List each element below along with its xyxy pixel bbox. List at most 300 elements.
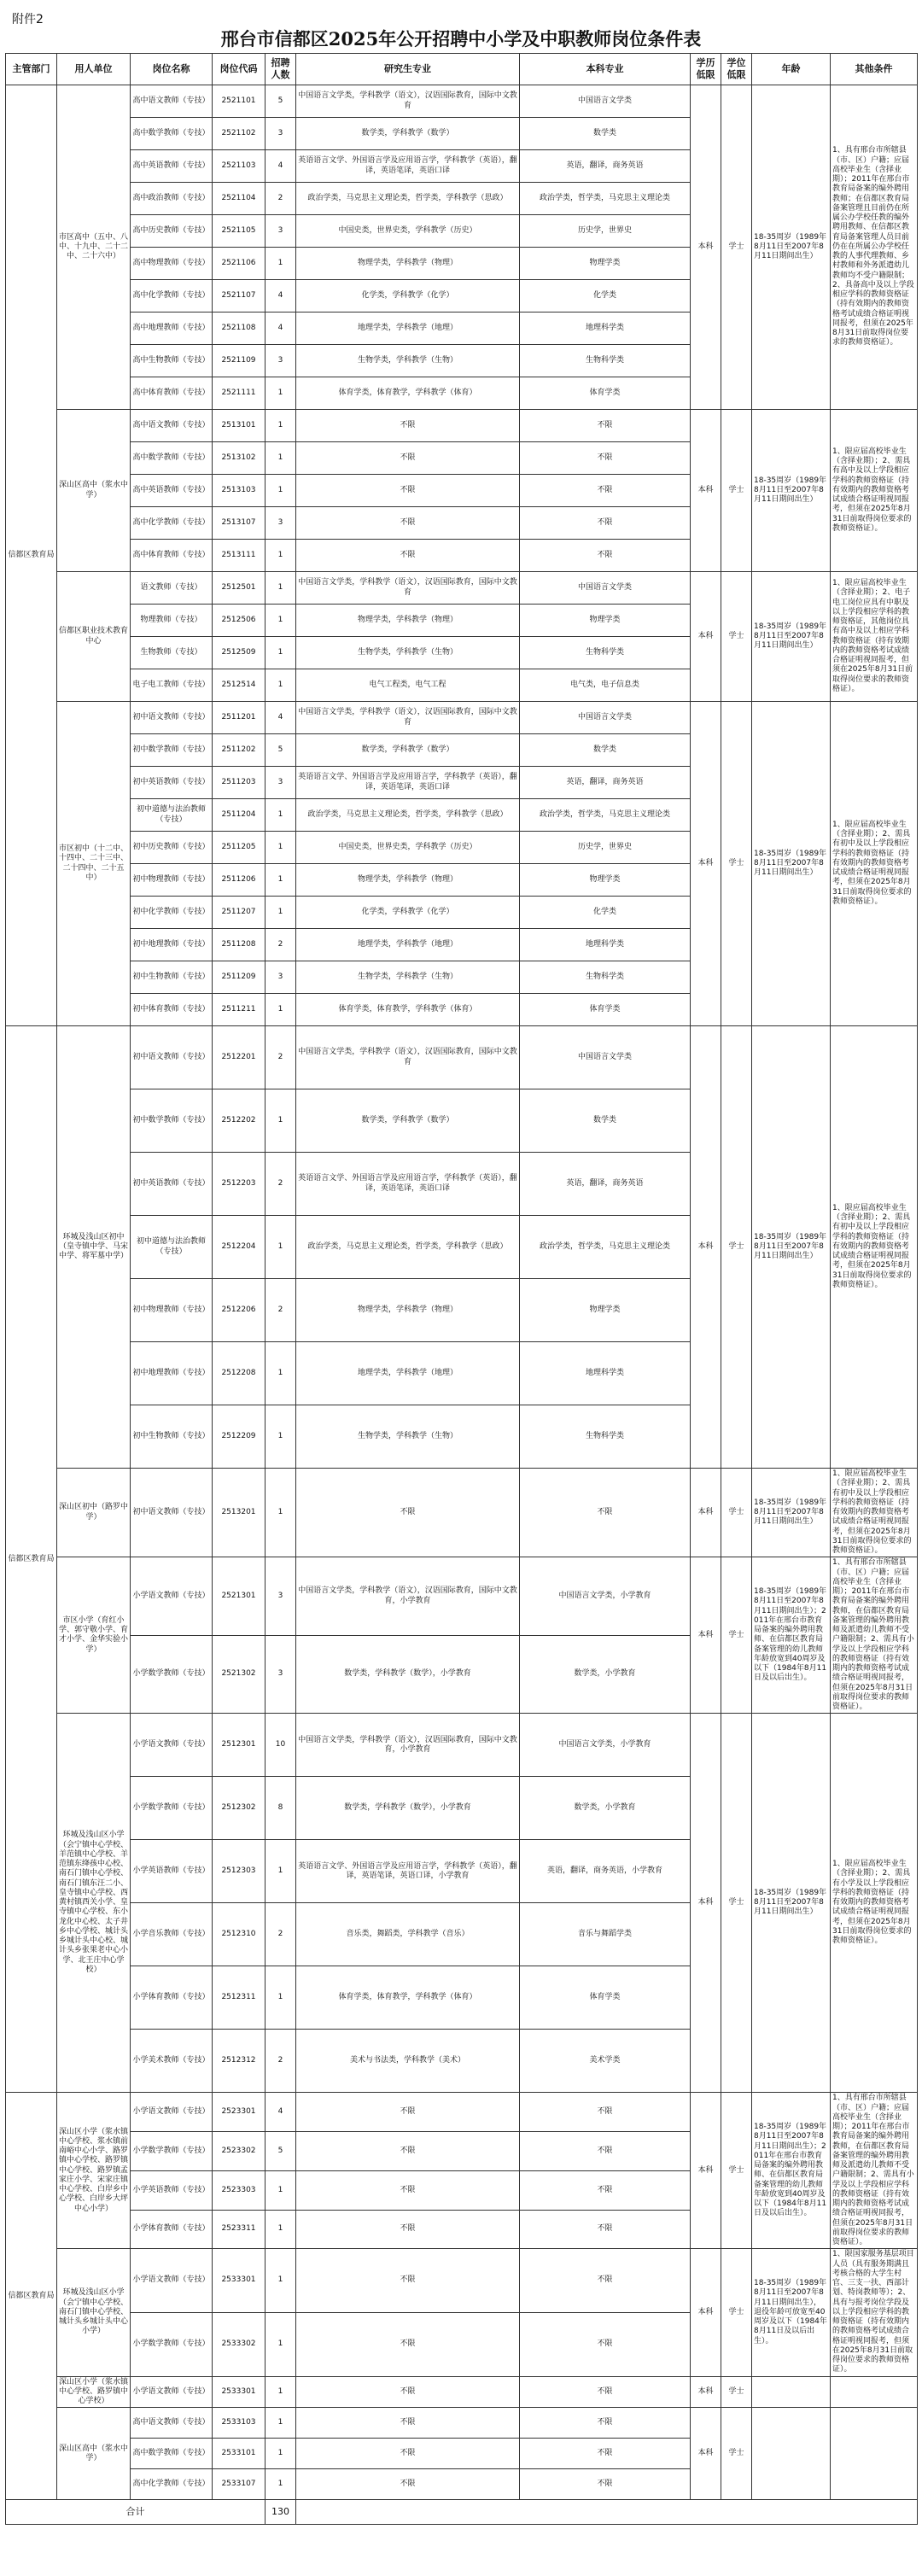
grad-major-cell: 不限 [296,442,520,475]
other-cond-cell: 1、限应届高校毕业生（含择业期）；2、需具有初中及以上学段相应学科的教师资格证（持有效期内的教师资格考试成绩合格证明视同报考，但须在2025年8月31日前取得岗位要求的教师资格证）。 [831,1469,918,1557]
bachelor-major-cell: 不限 [520,2408,691,2439]
bachelor-major-cell: 政治学类，哲学类，马克思主义理论类 [520,1216,691,1279]
degree-cell: 学士 [721,1557,752,1714]
bachelor-major-cell: 英语，翻译，商务英语 [520,1153,691,1216]
hire-count-cell: 1 [266,2249,296,2313]
job-code-cell: 2523301 [213,2093,266,2132]
job-code-cell: 2521101 [213,85,266,118]
job-code-cell: 2513111 [213,540,266,572]
bachelor-major-cell: 中国语言文学类 [520,572,691,605]
age-cell: 18-35周岁（1989年8月11日至2007年8月11日期间出生） [752,1026,831,1469]
dept-cell: 信都区教育局 [6,1026,57,2093]
job-name-cell: 初中数学教师（专技） [131,734,213,767]
hire-count-cell: 1 [266,2170,296,2210]
grad-major-cell: 物理学类，学科教学（物理） [296,864,520,897]
table-row [6,1469,918,1557]
grad-major-cell: 数学类，学科教学（数学），小学教育 [296,1777,520,1840]
unit-cell: 深山区小学（浆水镇中心学校、路罗镇中心学校） [57,2376,131,2408]
bachelor-major-cell: 电气类，电子信息类 [520,669,691,702]
table-row [6,572,918,605]
other-cond-cell: 1、限应届高校毕业生（含择业期）；2、需具有初中及以上学段相应学科的教师资格证（持有效期内的教师资格考试成绩合格证明视同报考，但须在2025年8月31日前取得岗位要求的教师资格证）。 [831,702,918,1026]
job-name-cell: 初中英语教师（专技） [131,1153,213,1216]
hire-count-cell: 1 [266,442,296,475]
job-code-cell: 2533101 [213,2439,266,2469]
unit-cell: 深山区高中（浆水中学） [57,410,131,572]
job-code-cell: 2513102 [213,442,266,475]
grad-major-cell: 物理学类，学科教学（物理） [296,248,520,280]
degree-cell: 学士 [721,85,752,410]
grad-major-cell: 中国语言文学类，学科教学（语文），汉语国际教育，国际中文教育 [296,702,520,734]
hire-count-cell: 1 [266,1405,296,1469]
grad-major-cell: 政治学类，马克思主义理论类，哲学类，学科教学（思政） [296,183,520,215]
hire-count-cell: 1 [266,605,296,637]
grad-major-cell: 物理学类，学科教学（物理） [296,605,520,637]
age-cell [752,2376,831,2408]
grad-major-cell: 体育学类，体育教学，学科教学（体育） [296,1966,520,2030]
job-code-cell: 2511202 [213,734,266,767]
hire-count-cell: 1 [266,2439,296,2469]
job-code-cell: 2512204 [213,1216,266,1279]
job-code-cell: 2511204 [213,799,266,832]
bachelor-major-cell: 地理科学类 [520,929,691,961]
table-row [6,2249,918,2313]
job-code-cell: 2521108 [213,313,266,345]
table-row [6,410,918,442]
job-code-cell: 2512203 [213,1153,266,1216]
bachelor-major-cell: 不限 [520,540,691,572]
grad-major-cell: 中国语言文学类，学科教学（语文），汉语国际教育，国际中文教育，小学教育 [296,1557,520,1636]
bachelor-major-cell: 不限 [520,2093,691,2132]
grad-major-cell: 英语语言文学、外国语言学及应用语言学，学科教学（英语），翻译，英语笔译，英语口译，小学教育 [296,1840,520,1903]
job-code-cell: 2521103 [213,150,266,183]
hire-count-cell: 4 [266,702,296,734]
job-code-cell: 2521104 [213,183,266,215]
job-name-cell: 初中英语教师（专技） [131,767,213,799]
hire-count-cell: 2 [266,929,296,961]
job-code-cell: 2512209 [213,1405,266,1469]
table-header-row [6,54,918,85]
job-name-cell: 高中英语教师（专技） [131,475,213,507]
col-header: 学历低限 [691,54,721,85]
bachelor-major-cell: 数学类 [520,1089,691,1153]
bachelor-major-cell: 数学类，小学教育 [520,1777,691,1840]
bachelor-major-cell: 不限 [520,2312,691,2376]
bachelor-major-cell: 体育学类 [520,1966,691,2030]
bachelor-major-cell: 物理学类 [520,864,691,897]
grad-major-cell: 不限 [296,2210,520,2249]
annex-label: 附件2 [12,13,44,26]
edu-cell: 本科 [691,2093,721,2249]
bachelor-major-cell: 物理学类 [520,1279,691,1342]
edu-cell: 本科 [691,2249,721,2376]
grad-major-cell: 不限 [296,507,520,540]
unit-cell: 深山区高中（浆水中学） [57,2408,131,2500]
grad-major-cell: 化学类，学科教学（化学） [296,280,520,313]
hire-count-cell: 4 [266,150,296,183]
job-code-cell: 2512202 [213,1089,266,1153]
bachelor-major-cell: 政治学类，哲学类，马克思主义理论类 [520,183,691,215]
age-cell: 18-35周岁（1989年8月11日至2007年8月11日期间出生） [752,410,831,572]
grad-major-cell: 不限 [296,2439,520,2469]
grad-major-cell: 生物学类，学科教学（生物） [296,1405,520,1469]
col-header: 学位低限 [721,54,752,85]
hire-count-cell: 1 [266,1216,296,1279]
col-header: 岗位名称 [131,54,213,85]
hire-count-cell: 1 [266,994,296,1026]
grad-major-cell: 政治学类，马克思主义理论类，哲学类，学科教学（思政） [296,1216,520,1279]
hire-count-cell: 5 [266,734,296,767]
grad-major-cell: 不限 [296,475,520,507]
hire-count-cell: 1 [266,475,296,507]
edu-cell: 本科 [691,410,721,572]
edu-cell: 本科 [691,1469,721,1557]
job-code-cell: 2512303 [213,1840,266,1903]
grad-major-cell: 中国语言文学类，学科教学（语文），汉语国际教育，国际中文教育，小学教育 [296,1714,520,1777]
age-cell: 18-35周岁（1989年8月11日至2007年8月11日期间出生） [752,1469,831,1557]
hire-count-cell: 2 [266,2030,296,2093]
dept-cell: 信都区教育局 [6,85,57,1026]
job-name-cell: 小学美术教师（专技） [131,2030,213,2093]
col-header: 主管部门 [6,54,57,85]
bachelor-major-cell: 不限 [520,442,691,475]
job-code-cell: 2513101 [213,410,266,442]
bachelor-major-cell: 不限 [520,2439,691,2469]
grad-major-cell: 生物学类，学科教学（生物） [296,637,520,669]
grad-major-cell: 数学类，学科教学（数学） [296,1089,520,1153]
bachelor-major-cell: 中国语言文学类 [520,702,691,734]
job-code-cell: 2533302 [213,2312,266,2376]
hire-count-cell: 1 [266,1342,296,1405]
bachelor-major-cell: 不限 [520,2170,691,2210]
job-code-cell: 2511208 [213,929,266,961]
grad-major-cell: 中国语言文学类，学科教学（语文），汉语国际教育，国际中文教育 [296,85,520,118]
grad-major-cell: 英语语言文学、外国语言学及应用语言学，学科教学（英语），翻译，英语笔译，英语口译 [296,1153,520,1216]
grad-major-cell: 不限 [296,2132,520,2171]
grad-major-cell: 生物学类，学科教学（生物） [296,345,520,377]
total-label: 合计 [6,2500,266,2525]
total-row [6,2500,918,2525]
grad-major-cell: 中国史类，世界史类，学科教学（历史） [296,215,520,248]
job-name-cell: 高中语文教师（专技） [131,410,213,442]
grad-major-cell: 不限 [296,410,520,442]
job-name-cell: 初中地理教师（专技） [131,1342,213,1405]
unit-cell: 市区小学（育红小学、郭守敬小学、育才小学、金华实验小学） [57,1557,131,1714]
job-code-cell: 2513107 [213,507,266,540]
job-code-cell: 2511206 [213,864,266,897]
job-name-cell: 小学英语教师（专技） [131,1840,213,1903]
grad-major-cell: 数学类，学科教学（数学） [296,118,520,150]
hire-count-cell: 1 [266,2469,296,2500]
bachelor-major-cell: 不限 [520,1469,691,1557]
hire-count-cell: 2 [266,1153,296,1216]
job-code-cell: 2521105 [213,215,266,248]
hire-count-cell: 10 [266,1714,296,1777]
bachelor-major-cell: 体育学类 [520,994,691,1026]
hire-count-cell: 1 [266,1469,296,1557]
bachelor-major-cell: 不限 [520,475,691,507]
job-code-cell: 2511211 [213,994,266,1026]
job-name-cell: 初中道德与法治教师（专技） [131,799,213,832]
degree-cell: 学士 [721,410,752,572]
job-table [5,53,918,2525]
job-code-cell: 2513201 [213,1469,266,1557]
job-code-cell: 2512312 [213,2030,266,2093]
col-header: 年龄 [752,54,831,85]
job-code-cell: 2511203 [213,767,266,799]
grad-major-cell: 不限 [296,2312,520,2376]
other-cond-cell [831,2408,918,2500]
col-header: 研究生专业 [296,54,520,85]
job-name-cell: 高中地理教师（专技） [131,313,213,345]
hire-count-cell: 3 [266,767,296,799]
hire-count-cell: 3 [266,215,296,248]
grad-major-cell: 音乐类，舞蹈类，学科教学（音乐） [296,1903,520,1966]
hire-count-cell: 4 [266,280,296,313]
hire-count-cell: 1 [266,897,296,929]
job-name-cell: 高中生物教师（专技） [131,345,213,377]
unit-cell: 环城及浅山区小学（会宁镇中心学校、南石门镇中心学校、城计头乡城计头中心小学） [57,2249,131,2376]
bachelor-major-cell: 历史学，世界史 [520,832,691,864]
job-name-cell: 初中物理教师（专技） [131,1279,213,1342]
unit-cell: 市区初中（十二中、十四中、二十三中、二十四中、二十五中） [57,702,131,1026]
bachelor-major-cell: 美术学类 [520,2030,691,2093]
job-name-cell: 小学体育教师（专技） [131,2210,213,2249]
degree-cell: 学士 [721,572,752,702]
bachelor-major-cell: 生物科学类 [520,637,691,669]
job-name-cell: 电子电工教师（专技） [131,669,213,702]
job-name-cell: 高中数学教师（专技） [131,442,213,475]
job-name-cell: 高中语文教师（专技） [131,2408,213,2439]
hire-count-cell: 2 [266,1279,296,1342]
hire-count-cell: 3 [266,345,296,377]
hire-count-cell: 1 [266,2210,296,2249]
total-value: 130 [266,2500,296,2525]
job-code-cell: 2513103 [213,475,266,507]
col-header: 岗位代码 [213,54,266,85]
job-code-cell: 2523302 [213,2132,266,2171]
edu-cell: 本科 [691,1026,721,1469]
unit-cell: 市区高中（五中、八中、十九中、二十二中、二十六中） [57,85,131,410]
hire-count-cell: 3 [266,507,296,540]
job-name-cell: 小学语文教师（专技） [131,2093,213,2132]
job-name-cell: 小学数学教师（专技） [131,1635,213,1714]
bachelor-major-cell: 中国语言文学类，小学教育 [520,1557,691,1636]
job-code-cell: 2521102 [213,118,266,150]
job-code-cell: 2512509 [213,637,266,669]
grad-major-cell: 不限 [296,2170,520,2210]
bachelor-major-cell: 数学类 [520,118,691,150]
grad-major-cell: 地理学类，学科教学（地理） [296,1342,520,1405]
other-cond-cell: 1、限国家服务基层项目人员（具有服务期满且考核合格的大学生村官、三支一扶、西部计划、特岗教师等）；2、具有与报考岗位学段及以上学段相应学科的教师资格证（持有效期内的教师资格考试成绩合格证明视同报考，但须在2025年8月31日前取得岗位要求的教师资格证）。 [831,2249,918,2376]
job-name-cell: 初中物理教师（专技） [131,864,213,897]
grad-major-cell: 化学类，学科教学（化学） [296,897,520,929]
other-cond-cell: 1、具有邢台市所辖县（市、区）户籍；应届高校毕业生（含择业期）；2011年在邢台市教育局备案的编外聘用教师；在信都区教育局备案管理且目前仍在所属公办学校任教的编外聘用教师、在信都区教育局备案管理人员目前仍在在所属公办学校任教的人事代理教师、乡村教师和外务派遣幼儿教师均不受户籍限制；2、具备高中及以上学段相应学科的教师资格证（持有效期内的教师资格考试成绩合格证明视同报考，但须在2025年8月31日前取得岗位要求的教师资格证）。 [831,85,918,410]
edu-cell: 本科 [691,702,721,1026]
job-code-cell: 2512201 [213,1026,266,1089]
hire-count-cell: 1 [266,1089,296,1153]
degree-cell: 学士 [721,1714,752,2093]
other-cond-cell: 1、限应届高校毕业生（含择业期）；2、需具有高中及以上学段相应学科的教师资格证（持有效期内的教师资格考试成绩合格证明视同报考，但须在2025年8月31日前取得岗位要求的教师资格证）。 [831,410,918,572]
age-cell: 18-35周岁（1989年8月11日至2007年8月11日期间出生）；2011年在邢台市教育局备案的编外聘用教师、在信都区教育局备案管理的幼儿教师年龄放宽到40周岁及以下（1984年8月11日及以后出生）。 [752,1557,831,1714]
job-name-cell: 小学数学教师（专技） [131,2132,213,2171]
age-cell: 18-35周岁（1989年8月11日至2007年8月11日期间出生）；2011年在邢台市教育局备案的编外聘用教师、在信都区教育局备案管理的幼儿教师年龄放宽到40周岁及以下（1984年8月11日及以后出生）。 [752,2093,831,2249]
job-code-cell: 2521106 [213,248,266,280]
grad-major-cell: 中国史类，世界史类，学科教学（历史） [296,832,520,864]
grad-major-cell: 中国语言文学类，学科教学（语文），汉语国际教育，国际中文教育 [296,1026,520,1089]
job-name-cell: 高中政治教师（专技） [131,183,213,215]
job-name-cell: 初中地理教师（专技） [131,929,213,961]
hire-count-cell: 1 [266,832,296,864]
hire-count-cell: 1 [266,248,296,280]
table-body [6,85,918,2525]
job-code-cell: 2533301 [213,2249,266,2313]
hire-count-cell: 5 [266,2132,296,2171]
hire-count-cell: 1 [266,669,296,702]
age-cell: 18-35周岁（1989年8月11日至2007年8月11日期间出生） [752,572,831,702]
bachelor-major-cell: 地理科学类 [520,1342,691,1405]
job-name-cell: 初中道德与法治教师（专技） [131,1216,213,1279]
hire-count-cell: 1 [266,540,296,572]
bachelor-major-cell: 不限 [520,2132,691,2171]
job-name-cell: 小学数学教师（专技） [131,2312,213,2376]
bachelor-major-cell: 生物科学类 [520,1405,691,1469]
grad-major-cell: 数学类，学科教学（数学） [296,734,520,767]
bachelor-major-cell: 化学类 [520,897,691,929]
grad-major-cell: 英语语言文学、外国语言学及应用语言学，学科教学（英语），翻译，英语笔译，英语口译 [296,767,520,799]
edu-cell: 本科 [691,1557,721,1714]
job-name-cell: 高中化学教师（专技） [131,280,213,313]
job-code-cell: 2511207 [213,897,266,929]
hire-count-cell: 2 [266,1903,296,1966]
hire-count-cell: 1 [266,2408,296,2439]
bachelor-major-cell: 不限 [520,507,691,540]
other-cond-cell: 1、限应届高校毕业生（含择业期）；2、电子电工岗位应具有中职及以上学段相应学科的教师资格证，其他岗位具有高中及以上相应学科教师资格证（持有效期内的教师资格考试成绩合格证明视同报考，但须在2025年8月31日前取得岗位要求的教师资格证）。 [831,572,918,702]
hire-count-cell: 1 [266,2376,296,2408]
job-code-cell: 2512206 [213,1279,266,1342]
hire-count-cell: 1 [266,1966,296,2030]
job-name-cell: 小学音乐教师（专技） [131,1903,213,1966]
job-name-cell: 小学体育教师（专技） [131,1966,213,2030]
job-name-cell: 高中体育教师（专技） [131,540,213,572]
job-code-cell: 2521301 [213,1557,266,1636]
hire-count-cell: 1 [266,572,296,605]
grad-major-cell: 中国语言文学类，学科教学（语文），汉语国际教育，国际中文教育 [296,572,520,605]
age-cell: 18-35周岁（1989年8月11日至2007年8月11日期间出生） [752,702,831,1026]
table-row [6,85,918,118]
job-name-cell: 小学语文教师（专技） [131,1557,213,1636]
job-name-cell: 高中英语教师（专技） [131,150,213,183]
edu-cell: 本科 [691,1714,721,2093]
bachelor-major-cell: 地理科学类 [520,313,691,345]
bachelor-major-cell: 数学类 [520,734,691,767]
job-name-cell: 初中数学教师（专技） [131,1089,213,1153]
age-cell: 18-35周岁（1989年8月11日至2007年8月11日期间出生） [752,85,831,410]
job-name-cell: 初中生物教师（专技） [131,1405,213,1469]
job-name-cell: 初中语文教师（专技） [131,1469,213,1557]
hire-count-cell: 1 [266,637,296,669]
bachelor-major-cell: 英语，翻译，商务英语 [520,150,691,183]
col-header: 其他条件 [831,54,918,85]
bachelor-major-cell: 生物科学类 [520,345,691,377]
job-name-cell: 高中化学教师（专技） [131,2469,213,2500]
hire-count-cell: 1 [266,410,296,442]
unit-cell: 深山区初中（路罗中学） [57,1469,131,1557]
unit-cell: 信都区职业技术教育中心 [57,572,131,702]
col-header: 招聘人数 [266,54,296,85]
age-cell: 18-35周岁（1989年8月11日至2007年8月11日期间出生），退役年龄可放宽至40周岁及以下（1984年8月11日及以后出生）。 [752,2249,831,2376]
bachelor-major-cell: 不限 [520,2376,691,2408]
grad-major-cell: 不限 [296,2408,520,2439]
job-name-cell: 初中语文教师（专技） [131,1026,213,1089]
age-cell [752,2408,831,2500]
job-code-cell: 2512501 [213,572,266,605]
other-cond-cell: 1、限应届高校毕业生（含择业期）；2、需具有初中及以上学段相应学科的教师资格证（持有效期内的教师资格考试成绩合格证明视同报考，但须在2025年8月31日前取得岗位要求的教师资格证）。 [831,1026,918,1469]
job-name-cell: 初中化学教师（专技） [131,897,213,929]
grad-major-cell: 不限 [296,1469,520,1557]
grad-major-cell: 美术与书法类，学科教学（美术） [296,2030,520,2093]
job-code-cell: 2533107 [213,2469,266,2500]
bachelor-major-cell: 音乐与舞蹈学类 [520,1903,691,1966]
grad-major-cell: 政治学类，马克思主义理论类，哲学类，学科教学（思政） [296,799,520,832]
job-code-cell: 2511209 [213,961,266,994]
dept-cell: 信都区教育局 [6,2093,57,2500]
job-code-cell: 2521107 [213,280,266,313]
job-code-cell: 2512208 [213,1342,266,1405]
other-cond-cell [831,2376,918,2408]
bachelor-major-cell: 中国语言文学类 [520,85,691,118]
col-header: 本科专业 [520,54,691,85]
job-name-cell: 高中语文教师（专技） [131,85,213,118]
grad-major-cell: 英语语言文学、外国语言学及应用语言学，学科教学（英语），翻译，英语笔译，英语口译 [296,150,520,183]
bachelor-major-cell: 物理学类 [520,248,691,280]
table-row [6,2408,918,2439]
table-row [6,1557,918,1636]
degree-cell: 学士 [721,1469,752,1557]
bachelor-major-cell: 历史学，世界史 [520,215,691,248]
job-code-cell: 2512302 [213,1777,266,1840]
job-name-cell: 初中语文教师（专技） [131,702,213,734]
bachelor-major-cell: 中国语言文学类，小学教育 [520,1714,691,1777]
job-name-cell: 高中数学教师（专技） [131,118,213,150]
job-code-cell: 2521109 [213,345,266,377]
grad-major-cell: 不限 [296,540,520,572]
hire-count-cell: 3 [266,1635,296,1714]
degree-cell: 学士 [721,2408,752,2500]
job-name-cell: 小学数学教师（专技） [131,1777,213,1840]
hire-count-cell: 8 [266,1777,296,1840]
age-cell: 18-35周岁（1989年8月11日至2007年8月11日期间出生） [752,1714,831,2093]
other-cond-cell: 1、具有邢台市所辖县（市、区）户籍；应届高校毕业生（含择业期）；2011年在邢台市教育局备案的编外聘用教师，在信都区教育局备案管理的编外聘用教师及派遣幼儿教师不受户籍限制；2、需具有小学及以上学段相应学科的教师资格证（持有效期内的教师资格考试成绩合格证明视同报考，但须在2025年8月31日前取得岗位要求的教师资格证）。 [831,1557,918,1714]
job-code-cell: 2533103 [213,2408,266,2439]
other-cond-cell: 1、具有邢台市所辖县（市、区）户籍；应届高校毕业生（含择业期）；2011年在邢台市教育局备案的编外聘用教师，在信都区教育局备案管理的编外聘用教师及派遣幼儿教师不受户籍限制；2、需具有小学及以上学段相应学科的教师资格证（持有效期内的教师资格考试成绩合格证明视同报考，但须在2025年8月31日前取得岗位要求的教师资格证）。 [831,2093,918,2249]
grad-major-cell: 地理学类，学科教学（地理） [296,313,520,345]
grad-major-cell: 生物学类，学科教学（生物） [296,961,520,994]
table-row [6,1714,918,1777]
job-name-cell: 初中历史教师（专技） [131,832,213,864]
hire-count-cell: 1 [266,377,296,410]
grad-major-cell: 不限 [296,2249,520,2313]
grad-major-cell: 物理学类，学科教学（物理） [296,1279,520,1342]
job-name-cell: 小学语文教师（专技） [131,2249,213,2313]
job-name-cell: 小学语文教师（专技） [131,2376,213,2408]
hire-count-cell: 1 [266,2312,296,2376]
bachelor-major-cell: 化学类 [520,280,691,313]
job-name-cell: 初中生物教师（专技） [131,961,213,994]
page-title: 邢台市信都区2025年公开招聘中小学及中职教师岗位条件表 [220,28,702,50]
bachelor-major-cell: 数学类，小学教育 [520,1635,691,1714]
job-code-cell: 2512310 [213,1903,266,1966]
grad-major-cell: 数学类，学科教学（数学），小学教育 [296,1635,520,1714]
